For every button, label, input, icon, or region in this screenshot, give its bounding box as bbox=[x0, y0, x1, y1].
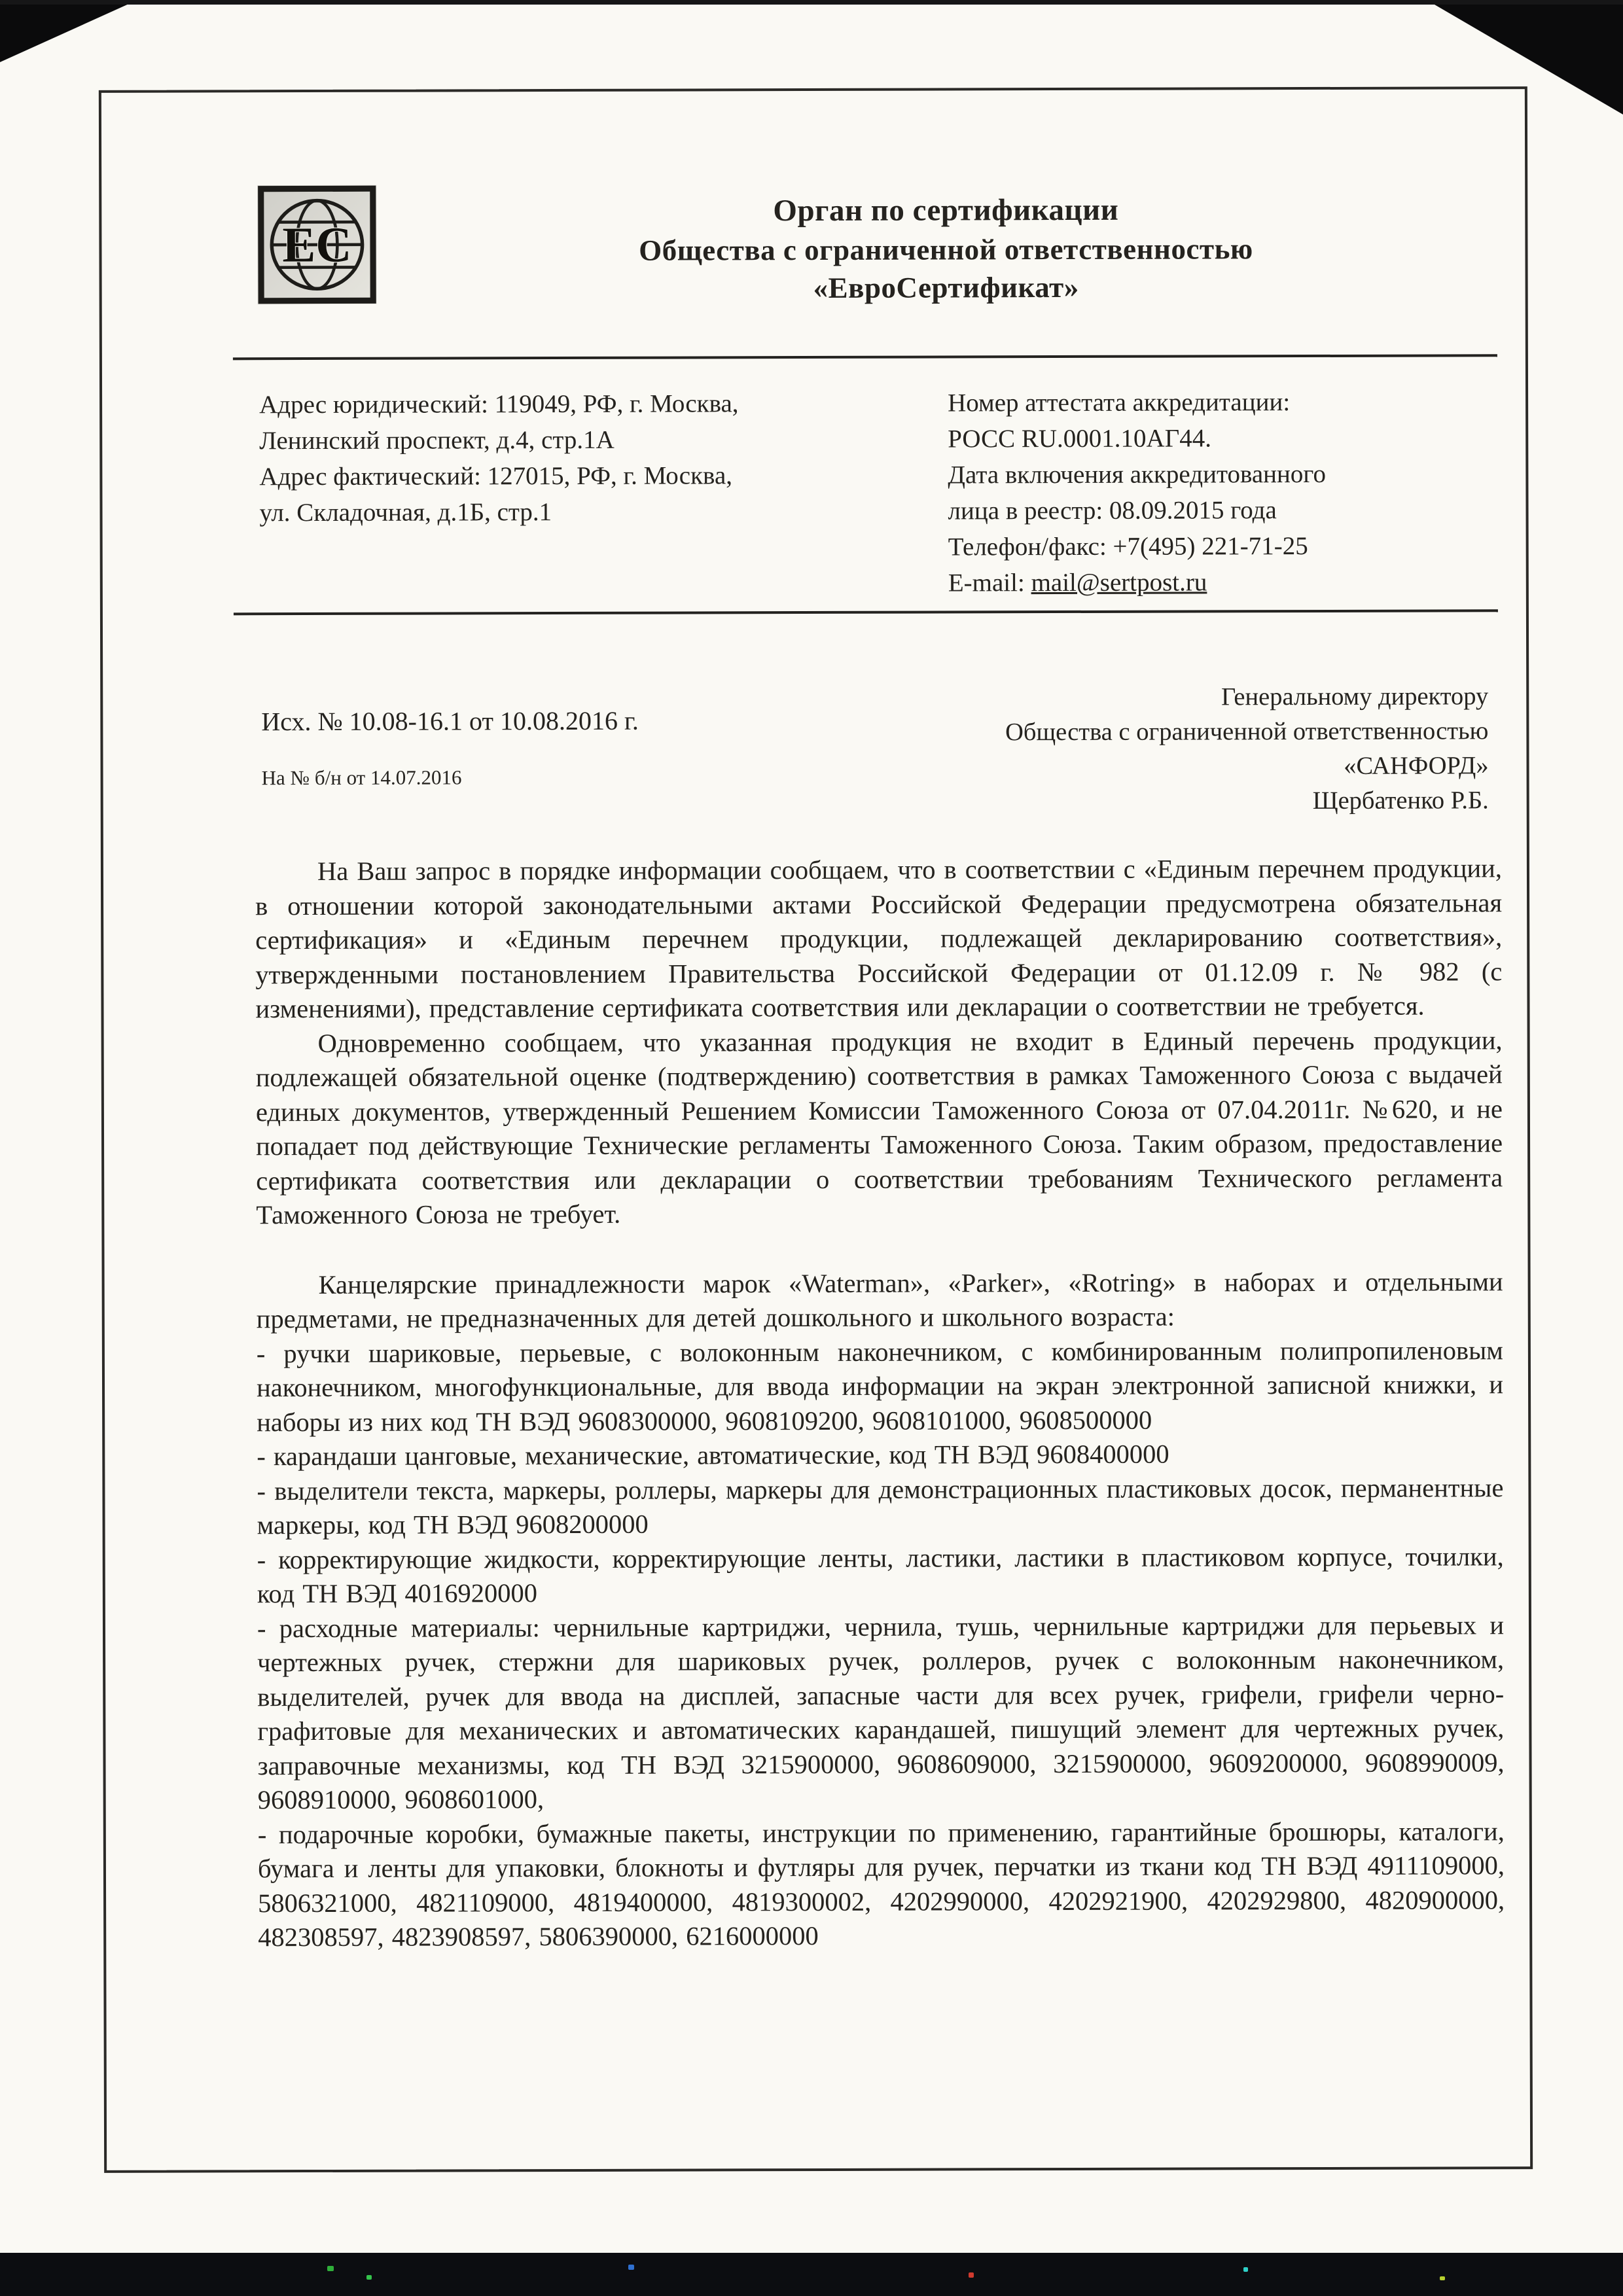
horizontal-rule-top bbox=[233, 354, 1497, 360]
product-list-item: - выделители текста, маркеры, роллеры, маркеры для демонстрационных пластиковых досок, перманентные маркеры, код ТН ВЭД 9608200000 bbox=[257, 1472, 1504, 1540]
actual-address-line: ул. Складочная, д.1Б, стр.1 bbox=[259, 498, 552, 527]
accreditation-number: РОСС RU.0001.10АГ44. bbox=[948, 424, 1212, 453]
org-type-line: Орган по сертификации bbox=[773, 192, 1119, 228]
org-name-line: «ЕвроСертификат» bbox=[813, 270, 1079, 305]
product-list-item: - подарочные коробки, бумажные пакеты, инструкции по применению, гарантийные брошюры, каталоги, бумага и ленты для упаковки, блокноты и футляры для ручек, перчатки из ткани код ТН ВЭД 4911109000, 5806321000, 4821109000, 4819400000, 4819300002, 4202990000, 4202921900, 4202929800, 4820900000, 482308597, 4823908597, 5806390000, 6216000000 bbox=[257, 1816, 1505, 1952]
accreditation-date-line: Дата включения аккредитованного bbox=[948, 459, 1326, 489]
product-list-item: - карандаши цанговые, механические, автоматические, код ТН ВЭД 9608400000 bbox=[257, 1439, 1169, 1472]
actual-address-line: Адрес фактический: 127015, РФ, г. Москва, bbox=[259, 461, 733, 491]
scan-noise-speck bbox=[366, 2275, 372, 2280]
scan-noise-speck bbox=[1243, 2267, 1248, 2272]
letterhead-title bbox=[383, 188, 1508, 308]
addressee-person-name: Щербатенко Р.Б. bbox=[1312, 786, 1489, 815]
logo-letters: ЕС bbox=[282, 217, 352, 273]
legal-address-line: Адрес юридический: 119049, РФ, г. Москва, bbox=[259, 389, 739, 419]
addressee-position: Генеральному директору bbox=[1221, 682, 1489, 711]
horizontal-rule-bottom bbox=[234, 609, 1498, 615]
product-list-item: - расходные материалы: чернильные картриджи, чернила, тушь, чернильные картриджи для перьевых и чертежных ручек, стержни для шариковых ручек, роллеров, ручек с волоконным наконечником, выделителей, ручек для ввода на дисплей, запасные части для всех ручек, грифели, грифели черно-графитовые для механических и автоматических карандашей, пишущий элемент для чертежных ручек, заправочные механизмы, код ТН ВЭД 3215900000, 9608609000, 3215900000, 9609200000, 9608990009, 9608910000, 9608601000, bbox=[257, 1610, 1505, 1815]
addresses-column bbox=[259, 385, 948, 603]
phone-fax-line: Телефон/факс: +7(495) 221-71-25 bbox=[948, 532, 1308, 561]
eurocertificate-globe-logo-icon bbox=[257, 185, 376, 304]
body-paragraph: Одновременно сообщаем, что указанная продукция не входит в Единый перечень продукции, подлежащей обязательной оценке (подтверждению) соответствия в рамках Таможенного Союза с выдачей единых документов, утвержденный Решением Комиссии Таможенного Союза от 07.04.2011г. №620, и не попадает под действующие Технические регламенты Таможенного Союза. Таким образом, предоставление сертификата соответствия или декларации о соответствии требованиям Технического регламента Таможенного Союза не требует. bbox=[255, 1025, 1503, 1230]
letter-body bbox=[255, 851, 1505, 1954]
body-paragraph: Канцелярские принадлежности марок «Waterman», «Parker», «Rotring» в наборах и отдельными предметами, не предназначенных для детей дошкольного и школьного возраста: bbox=[256, 1266, 1503, 1334]
incoming-reference: На № б/н от 14.07.2016 bbox=[261, 766, 462, 790]
body-paragraph: На Ваш запрос в порядке информации сообщаем, что в соответствии с «Единым перечнем продукции, в отношении которой законодательными актами Российской Федерации предусмотрена обязательная сертификация» и «Единым перечнем продукции, подлежащей декларированию соответствия», утвержденными постановлением Правительства Российской Федерации от 01.12.09 г. № 982 (с изменениями), представление сертификата соответствия или декларации о соответствии не требуется. bbox=[255, 853, 1503, 1024]
scan-corner-artifact-top-left bbox=[0, 0, 137, 62]
scan-noise-speck bbox=[969, 2272, 974, 2278]
email-address: mail@sertpost.ru bbox=[1031, 568, 1207, 597]
accreditation-column bbox=[948, 383, 1490, 601]
scan-noise-speck bbox=[1440, 2276, 1445, 2280]
accreditation-date-line: лица в реестр: 08.09.2015 года bbox=[948, 496, 1277, 525]
contact-details bbox=[259, 383, 1490, 603]
document-frame bbox=[99, 86, 1533, 2173]
addressee-block bbox=[1005, 679, 1489, 819]
scan-top-edge bbox=[0, 0, 1623, 5]
scan-noise-speck bbox=[628, 2265, 634, 2270]
legal-address-line: Ленинский проспект, д.4, стр.1А bbox=[259, 425, 615, 455]
email-line bbox=[948, 563, 1490, 601]
org-legal-form-line: Общества с ограниченной ответственностью bbox=[639, 232, 1253, 267]
accreditation-line: Номер аттестата аккредитации: bbox=[948, 388, 1291, 417]
product-list-item: - корректирующие жидкости, корректирующие ленты, ластики, ластики в пластиковом корпусе, точилки, код ТН ВЭД 4016920000 bbox=[257, 1541, 1504, 1609]
outgoing-reference: Исх. № 10.08-16.1 от 10.08.2016 г. bbox=[261, 705, 639, 737]
addressee-company-name: «САНФОРД» bbox=[1344, 752, 1489, 780]
email-label: E-mail: bbox=[948, 569, 1031, 597]
addressee-company-form: Общества с ограниченной ответственностью bbox=[1005, 717, 1489, 747]
scan-noise-speck bbox=[327, 2266, 334, 2271]
product-list-item: - ручки шариковые, перьевые, с волоконным наконечником, с комбинированным полипропиленовым наконечником, многофункциональные, для ввода информации на экран электронной записной книжки, и наборы из них код ТН ВЭД 9608300000, 9608109200, 9608101000, 9608500000 bbox=[256, 1335, 1504, 1437]
scan-bottom-edge bbox=[0, 2253, 1623, 2296]
